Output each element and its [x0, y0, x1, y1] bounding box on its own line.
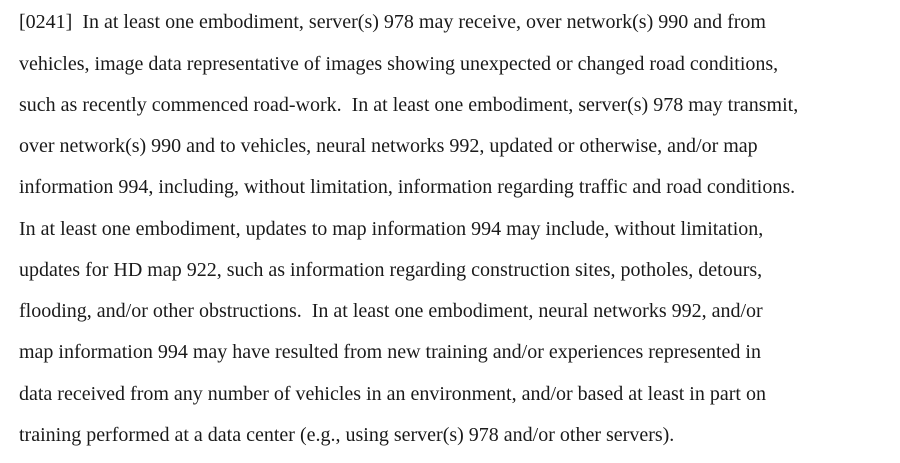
paragraph-line: training performed at a data center (e.g., using server(s) 978 and/or other servers).: [19, 424, 675, 446]
paragraph-number: [0241]: [19, 11, 73, 33]
paragraph-line: such as recently commenced road-work. In at least one embodiment, server(s) 978 may transmit,: [19, 94, 799, 116]
paragraph-line: information 994, including, without limitation, information regarding traffic and road conditions.: [19, 176, 796, 198]
paragraph-line: vehicles, image data representative of images showing unexpected or changed road conditions,: [19, 53, 779, 75]
paragraph-line: flooding, and/or other obstructions. In at least one embodiment, neural networks 992, and/or: [19, 300, 763, 322]
paragraph-line-text: In at least one embodiment, server(s) 978 may receive, over network(s) 990 and from: [82, 11, 766, 33]
paragraph-line: [19, 7, 766, 37]
paragraph-line: data received from any number of vehicles in an environment, and/or based at least in part on: [19, 383, 766, 405]
paragraph-line: over network(s) 990 and to vehicles, neural networks 992, updated or otherwise, and/or map: [19, 135, 758, 157]
paragraph-line: In at least one embodiment, updates to map information 994 may include, without limitation,: [19, 218, 764, 240]
paragraph-line: map information 994 may have resulted from new training and/or experiences represented in: [19, 341, 761, 363]
paragraph-line: updates for HD map 922, such as information regarding construction sites, potholes, detours,: [19, 259, 763, 281]
